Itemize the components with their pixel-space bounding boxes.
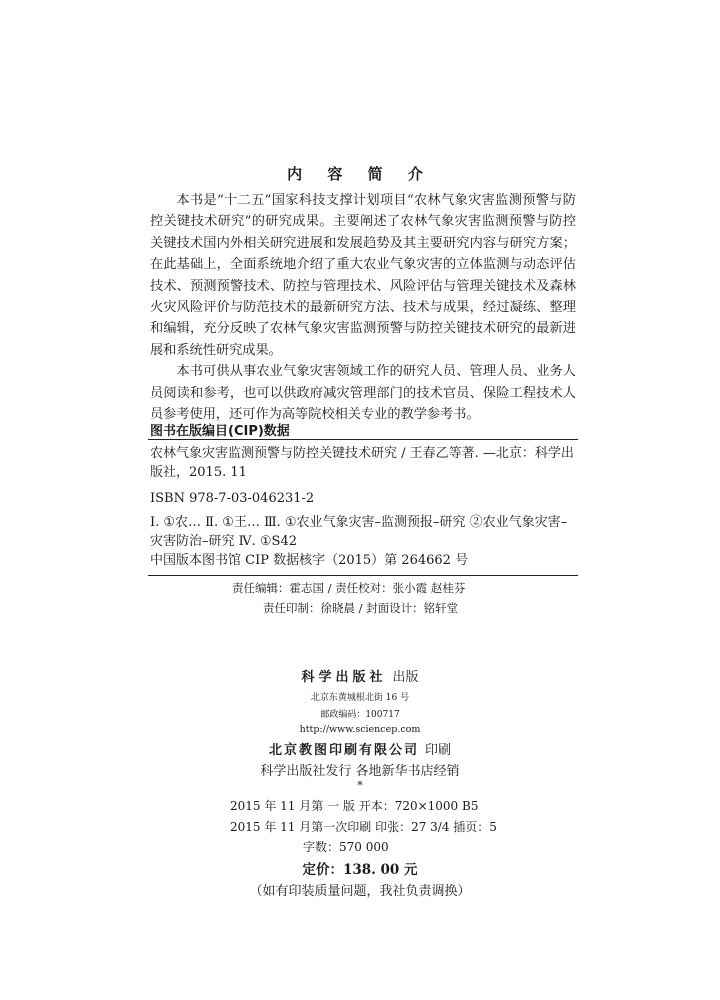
printer-line — [0, 739, 720, 758]
cip-entry: 农林气象灾害监测预警与防控关键技术研究 / 王春乙等著. —北京：科学出版社，2015. 11 — [150, 446, 574, 480]
distribution-line: 科学出版社发行 各地新华书店经销 — [260, 764, 460, 779]
cip-classification: Ⅰ. ①农… Ⅱ. ①王… Ⅲ. ①农业气象灾害–监测预报–研究 ②农业气象灾害–灾害防治–研究 Ⅳ. ①S42 — [150, 515, 568, 549]
cip-top-divider — [148, 439, 578, 440]
cip-heading: 图书在版编目(CIP)数据 — [150, 424, 290, 439]
cip-bottom-divider — [148, 575, 578, 576]
spec-printing: 2015 年 11 月第一次印刷 印张：27 3/4 插页：5 — [230, 820, 497, 834]
cip-record: 中国版本图书馆 CIP 数据核字（2015）第 264662 号 — [150, 553, 469, 568]
publisher-address: 北京东黄城根北街 16 号 — [310, 693, 410, 703]
printer-name: 北京教图印刷有限公司 — [268, 743, 419, 758]
summary-paragraph-1: 本书是“十二五”国家科技支撑计划项目“农林气象灾害监测预警与防控关键技术研究”的研究成果。主要阐述了农林气象灾害监测预警与防控关键技术国内外相关研究进展和发展趋势及其主要研究内容与研究方案；在此基础上，全面系统地介绍了重大农业气象灾害的立体监测与动态评估技术、预测预警技术、防控与管理技术、风险评估与管理关键技术及森林火灾风险评价与防范技术的最新研究方法、技术与成果，经过凝练、整理和编辑，充分反映了农林气象灾害监测预警与防控关键技术研究的最新进展和系统性研究成果。 — [150, 193, 576, 358]
summary-title: 内 容 简 介 — [287, 165, 433, 183]
credits-editors: 责任编辑：霍志国 / 责任校对：张小霞 赵桂芬 — [232, 581, 466, 595]
spec-word-count: 字数：570 000 — [303, 840, 389, 854]
printer-action: 印刷 — [425, 743, 452, 758]
quality-note: （如有印装质量问题，我社负责调换） — [249, 884, 471, 899]
credits-production: 责任印制：徐晓晨 / 封面设计：铭轩堂 — [263, 601, 459, 615]
publisher-line — [0, 666, 720, 685]
spec-edition: 2015 年 11 月第 一 版 开本：720×1000 B5 — [230, 799, 479, 813]
publisher-name: 科学出版社 — [301, 670, 387, 685]
publisher-postcode: 邮政编码：100717 — [320, 710, 400, 720]
publisher-url: http://www.sciencep.com — [299, 724, 421, 735]
cip-isbn: ISBN 978-7-03-046231-2 — [150, 491, 315, 506]
summary-paragraph-2: 本书可供从事农业气象灾害领域工作的研究人员、管理人员、业务人员阅读和参考，也可以供政府减灾管理部门的技术官员、保险工程技术人员参考使用，还可作为高等院校相关专业的教学参考书。 — [150, 364, 576, 423]
publisher-action: 出版 — [392, 670, 419, 685]
price: 定价：138. 00 元 — [302, 862, 418, 878]
separator-star: * — [357, 779, 363, 792]
summary-body — [150, 190, 576, 425]
